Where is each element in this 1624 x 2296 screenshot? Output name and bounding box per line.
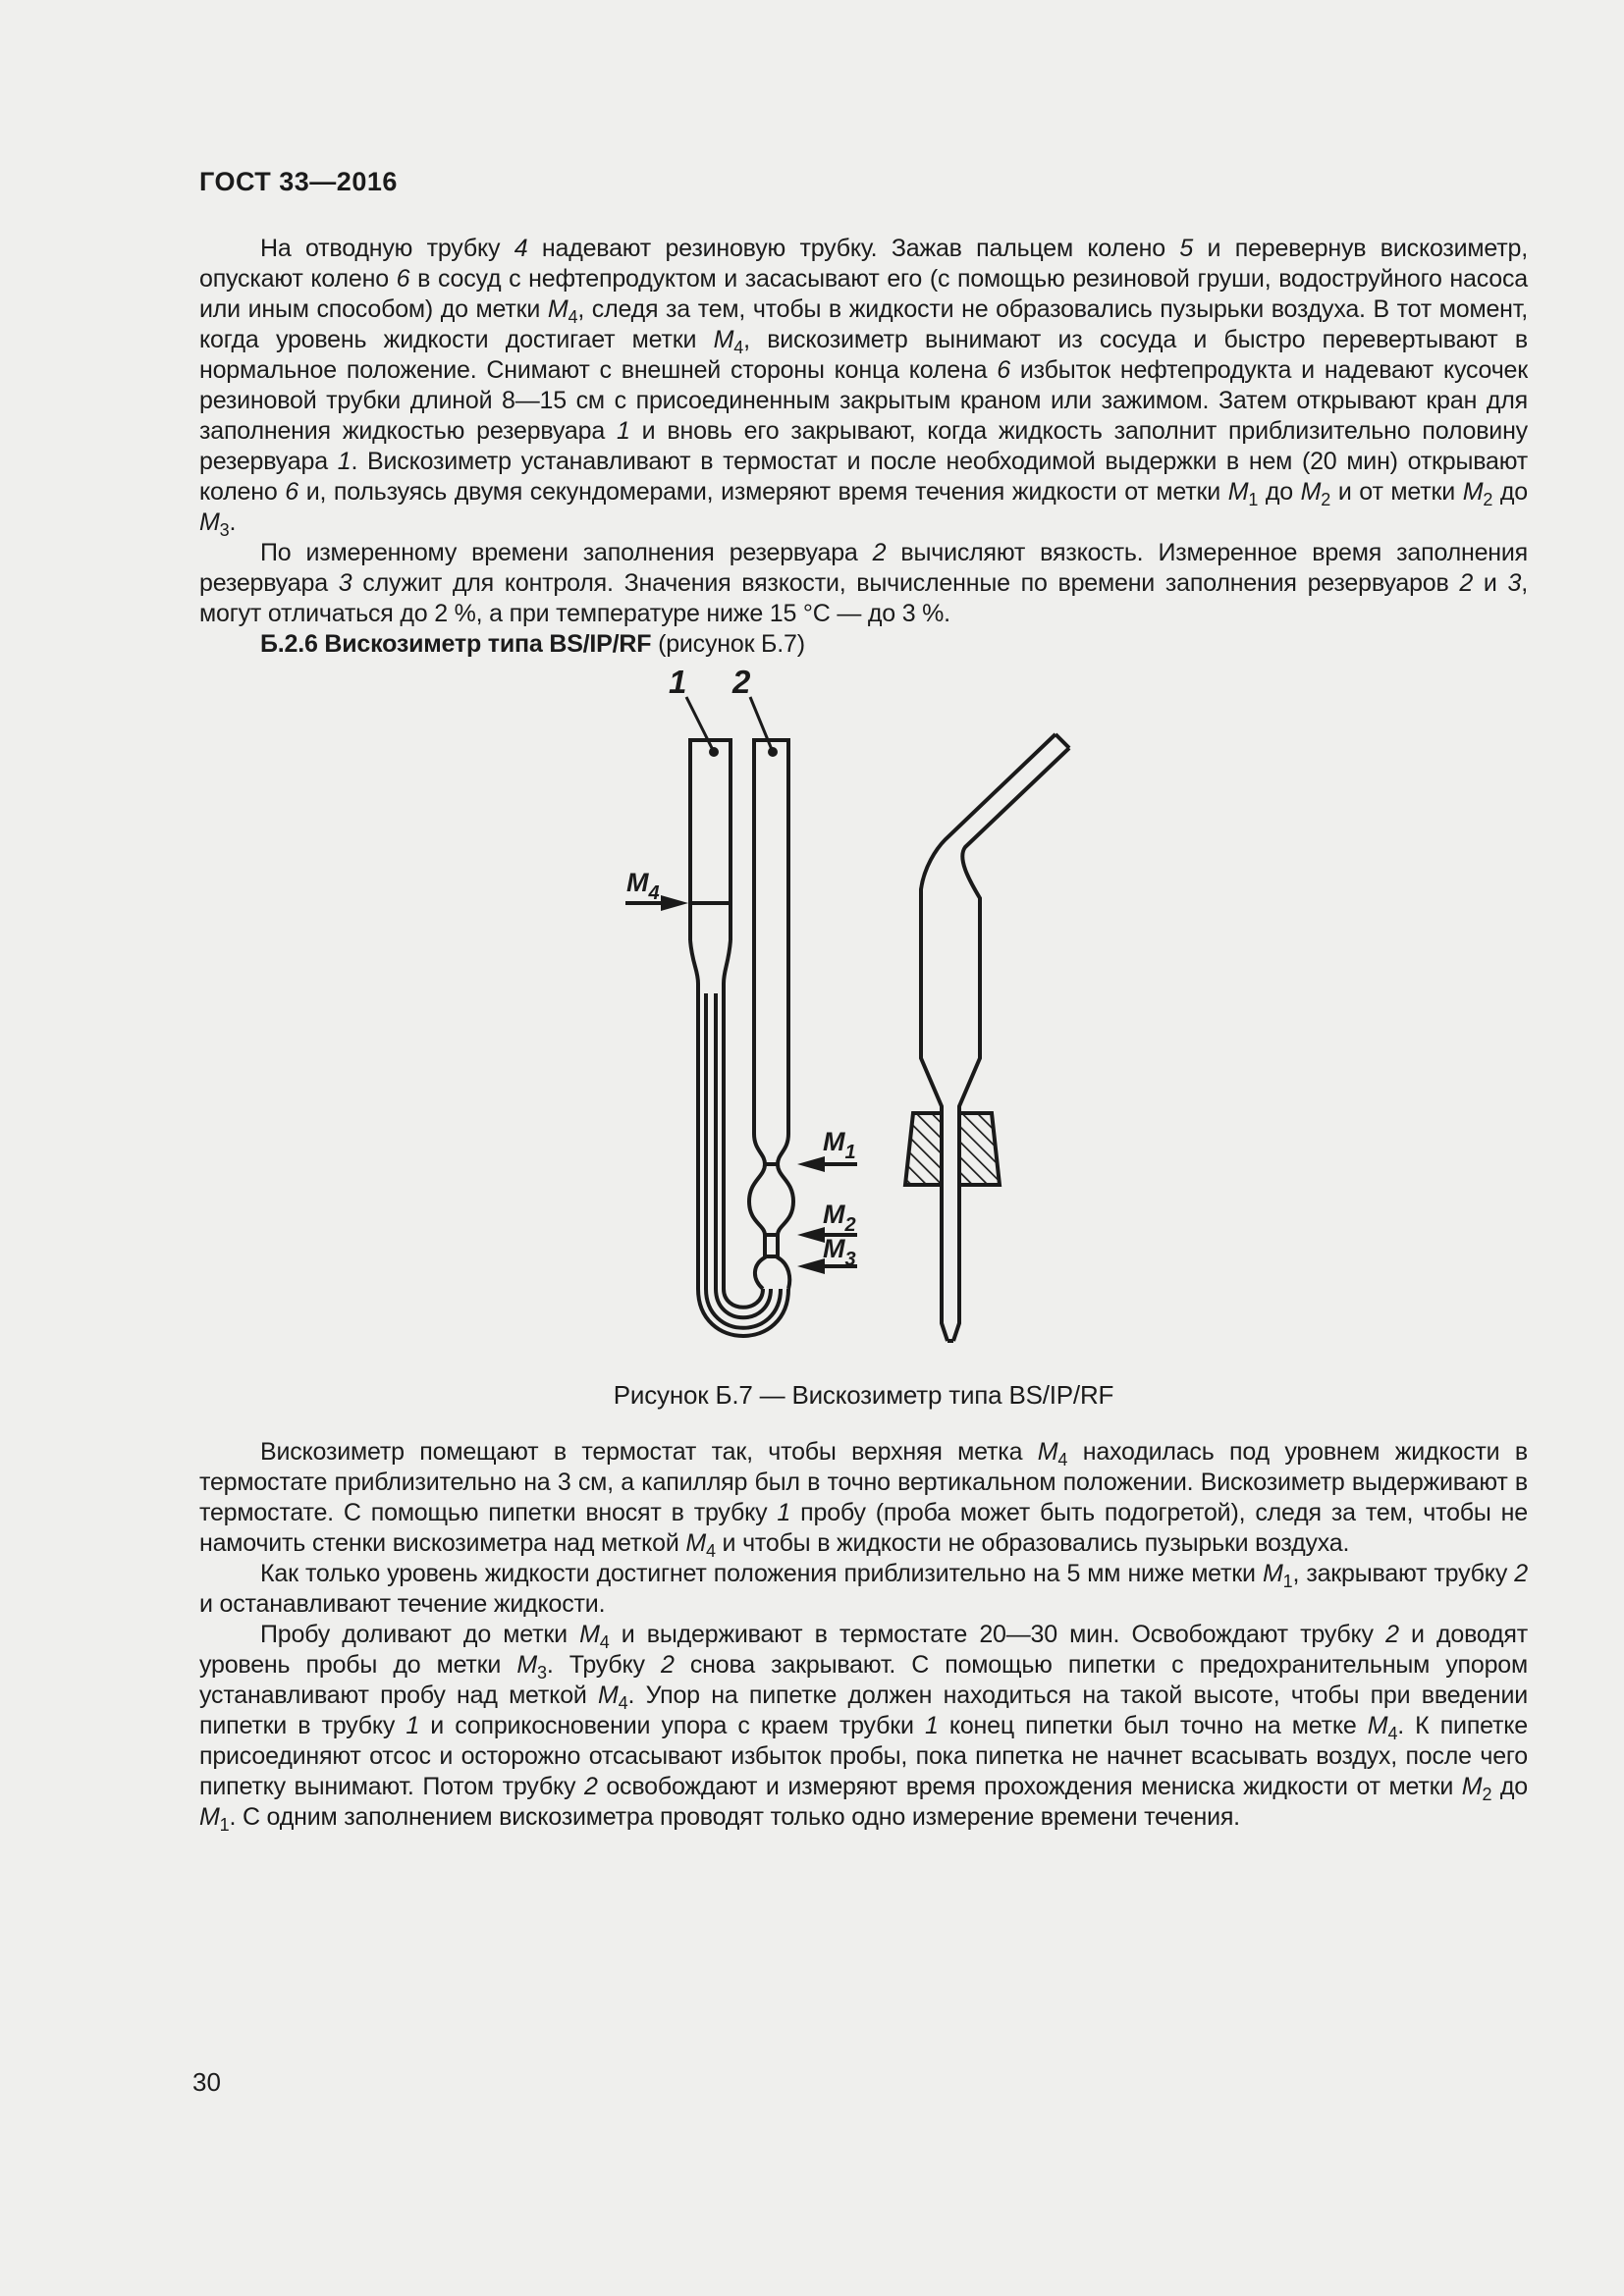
m3-label: $M_3$	[823, 1234, 856, 1270]
paragraph-5: Пробу доливают до метки $M_4$ и выдерживают в термостате 20—30 мин. Освобождают трубку 2 и доводят уровень пробы до метки $M_3$. Трубку 2 снова закрывают. С помощью пипетки с предохранительным упором устанавливают пробу над меткой $M_4$. Упор на пипетке должен находиться на такой высоте, чтобы при введении пипетки в трубку 1 и соприкосновении упора с краем трубки 1 конец пипетки был точно на метке $M_4$. К пипетке присоединяют отсос и осторожно отсасывают избыток пробы, пока пипетка не начнет всасывать воздух, после чего пипетку вынимают. Потом трубку 2 освобождают и измеряют время прохождения мениска жидкости от метки $M_2$ до $M_1$. С одним заполнением вискозиметра проводят только одно измерение времени течения.	[199, 1621, 1529, 1835]
m3-arrowhead	[797, 1258, 825, 1274]
mark-arrowheads	[661, 895, 825, 1274]
tube1-outline	[690, 740, 731, 940]
section-heading-rest: (рисунок Б.7)	[651, 630, 805, 658]
text-block-bottom	[199, 1437, 1528, 1833]
tube1-label: 1	[669, 664, 687, 700]
page-number: 30	[192, 2067, 221, 2097]
text-block-top	[199, 234, 1528, 660]
u-bend	[698, 1289, 788, 1336]
capillary	[698, 984, 724, 1289]
m2-arrowhead	[797, 1227, 825, 1243]
tube2-leader-dot	[768, 747, 778, 757]
paragraph-2: По измеренному времени заполнения резервуара 2 вычисляют вязкость. Измеренное время заполнения резервуара 3 служит для контроля. Значения вязкости, вычисленные по времени заполнения резервуаров 2 и 3, могут отличаться до 2 %, а при температуре ниже 15 °С — до 3 %.	[199, 539, 1528, 627]
tube2-right-wall	[778, 1134, 793, 1289]
pipette-right-wall	[953, 748, 1069, 1341]
m4-arrowhead	[661, 895, 688, 911]
section-heading-bold: Б.2.6 Вискозиметр типа BS/IP/RF	[260, 630, 652, 658]
tube2-left-wall	[749, 1134, 765, 1289]
figure-caption: Рисунок Б.7 — Вискозиметр типа BS/IP/RF	[613, 1380, 1114, 1410]
document-header: ГОСТ 33—2016	[199, 167, 398, 196]
pipette-top-cap	[1056, 734, 1069, 748]
m4-label: $M_4$	[626, 868, 660, 904]
stopper	[905, 1113, 1000, 1185]
u-tube-viscometer	[686, 697, 793, 1336]
viscometer-figure	[589, 636, 1090, 1382]
paragraph-4: Как только уровень жидкости достигнет положения приблизительно на 5 мм ниже метки $M_1$, закрывают трубку 2 и останавливают течение жидкости.	[199, 1560, 1529, 1618]
m2-label: $M_2$	[823, 1200, 856, 1236]
m1-label: $M_1$	[823, 1127, 856, 1163]
tube1-taper	[690, 940, 731, 984]
tube1-leader-dot	[709, 747, 719, 757]
paragraph-1: На отводную трубку 4 надевают резиновую трубку. Зажав пальцем колено 5 и перевернув вискозиметр, опускают колено 6 в сосуд с нефтепродуктом и засасывают его (с помощью резиновой груши, водоструйного насоса или иным способом) до метки $M_4$, следя за тем, чтобы в жидкости не образовались пузырьки воздуха. В тот момент, когда уровень жидкости достигает метки $M_4$, вискозиметр вынимают из сосуда и быстро перевертывают в нормальное положение. Снимают с внешней стороны конца колена 6 избыток нефтепродукта и надевают кусочек резиновой трубки длиной 8—15 см с присоединенным закрытым краном или зажимом. Затем открывают кран для заполнения жидкостью резервуара 1 и вновь его закрывают, когда жидкость заполнит приблизительно половину резервуара 1. Вискозиметр устанавливают в термостат и после необходимой выдержки в нем (20 мин) открывают колено 6 и, пользуясь двумя секундомерами, измеряют время течения жидкости от метки $M_1$ до $M_2$ и от метки $M_2$ до $M_3$.	[199, 235, 1528, 540]
pipette	[921, 734, 1069, 1341]
m1-arrowhead	[797, 1156, 825, 1172]
stopper-right-half	[959, 1113, 1000, 1185]
stopper-left-half	[905, 1113, 942, 1185]
tube2-outline	[754, 740, 788, 1134]
tube2-label: 2	[732, 664, 751, 700]
paragraph-3: Вискозиметр помещают в термостат так, чтобы верхняя метка $M_4$ находилась под уровнем жидкости в термостате приблизительно на 3 см, а капилляр был в точно вертикальном положении. Вискозиметр выдерживают в термостате. С помощью пипетки вносят в трубку 1 пробу (проба может быть подогретой), следя за тем, чтобы не намочить стенки вискозиметра над меткой $M_4$ и чтобы в жидкости не образовались пузырьки воздуха.	[199, 1438, 1528, 1561]
